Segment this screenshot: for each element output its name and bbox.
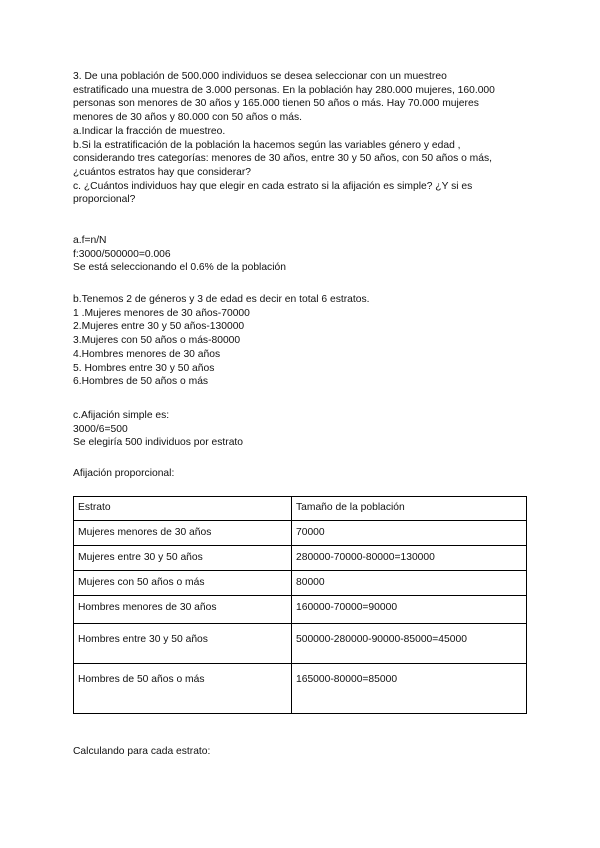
answer-b-line: 2.Mujeres entre 30 y 50 años-130000 xyxy=(73,321,245,333)
table-cell-size: 280000-70000-80000=130000 xyxy=(292,546,527,571)
proportional-heading-text: Afijación proporcional: xyxy=(73,468,175,479)
answer-a-line: Se está seleccionando el 0.6% de la población xyxy=(73,262,286,274)
table-row xyxy=(74,546,527,571)
table-header-row xyxy=(74,497,527,521)
table-cell-stratum: Mujeres con 50 años o más xyxy=(74,571,292,596)
table-header-cell: Estrato xyxy=(74,497,292,521)
answer-b-line: 1 .Mujeres menores de 30 años-70000 xyxy=(73,307,250,319)
answer-c-line: Se elegiría 500 individuos por estrato xyxy=(73,437,244,449)
proportional-heading xyxy=(73,467,533,481)
table-cell-size: 500000-280000-90000-85000=45000 xyxy=(292,624,527,664)
answer-b xyxy=(73,293,533,389)
answer-c xyxy=(73,409,533,450)
table-cell-size: 165000-80000=85000 xyxy=(292,664,527,714)
closing-text-line: Calculando para cada estrato: xyxy=(73,746,211,757)
problem-line: proporcional? xyxy=(73,194,136,206)
problem-line: 3. De una población de 500.000 individuos se desea seleccionar con un muestreo xyxy=(73,71,447,82)
problem-statement xyxy=(73,70,533,207)
table-cell-stratum: Hombres menores de 30 años xyxy=(74,596,292,624)
table-row xyxy=(74,596,527,624)
table-cell-size: 80000 xyxy=(292,571,527,596)
table-row xyxy=(74,624,527,664)
problem-line: menores de 30 años y 80.000 con 50 años o más. xyxy=(73,112,302,124)
answer-b-line: b.Tenemos 2 de géneros y 3 de edad es decir en total 6 estratos. xyxy=(73,294,370,305)
table-row xyxy=(74,664,527,714)
answer-c-line: c.Afijación simple es: xyxy=(73,410,170,421)
problem-line: personas son menores de 30 años y 165.000 tienen 50 años o más. Hay 70.000 mujeres xyxy=(73,98,479,110)
answer-b-line: 4.Hombres menores de 30 años xyxy=(73,348,221,360)
answer-a-line: a.f=n/N xyxy=(73,235,107,246)
answer-b-line: 6.Hombres de 50 años o más xyxy=(73,376,209,388)
answer-b-line: 3.Mujeres con 50 años o más-80000 xyxy=(73,335,241,347)
answer-c-line: 3000/6=500 xyxy=(73,423,128,435)
table-cell-stratum: Hombres entre 30 y 50 años xyxy=(74,624,292,664)
answer-a-line: f:3000/500000=0.006 xyxy=(73,248,171,260)
table-header-cell: Tamaño de la población xyxy=(292,497,527,521)
table-cell-stratum: Hombres de 50 años o más xyxy=(74,664,292,714)
answer-b-line: 5. Hombres entre 30 y 50 años xyxy=(73,362,215,374)
answer-a xyxy=(73,234,533,275)
strata-table xyxy=(73,496,527,714)
problem-line: c. ¿Cuántos individuos hay que elegir en cada estrato si la afijación es simple? ¿Y si es xyxy=(73,180,473,192)
problem-line: estratificado una muestra de 3.000 personas. En la población hay 280.000 mujeres, 160.000 xyxy=(73,84,495,96)
problem-line: considerando tres categorías: menores de 30 años, entre 30 y 50 años, con 50 años o más, xyxy=(73,153,492,165)
table-row xyxy=(74,571,527,596)
table-cell-stratum: Mujeres menores de 30 años xyxy=(74,521,292,546)
table-row xyxy=(74,521,527,546)
problem-line: ¿cuántos estratos hay que considerar? xyxy=(73,166,252,178)
problem-line: b.Si la estratificación de la población la hacemos según las variables género y edad , xyxy=(73,139,461,151)
table-cell-stratum: Mujeres entre 30 y 50 años xyxy=(74,546,292,571)
problem-line: a.Indicar la fracción de muestreo. xyxy=(73,125,226,137)
closing-text xyxy=(73,745,533,759)
table-cell-size: 70000 xyxy=(292,521,527,546)
table-cell-size: 160000-70000=90000 xyxy=(292,596,527,624)
